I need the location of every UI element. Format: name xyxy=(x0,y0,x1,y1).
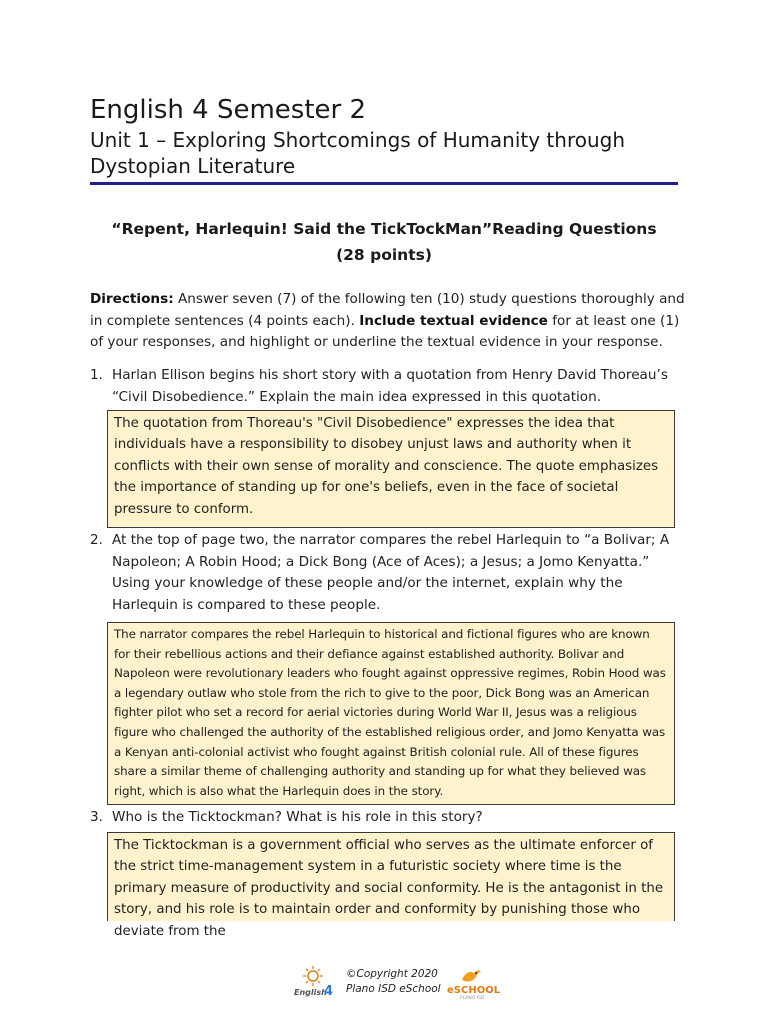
question-number: 3. xyxy=(90,809,103,825)
english4-logo-icon xyxy=(302,965,324,987)
answer-box-2[interactable]: The narrator compares the rebel Harlequin to historical and fictional figures who are known for their rebellious actions and their defiance against established authority. Bolivar and Napoleon were revolutionary leaders who fought against oppressive regimes, Robin Hood was a legendary outlaw who stole from the rich to give to the poor, Dick Bong was an American fighter pilot who set a record for aerial victories during World War II, Jesus was a religious figure who challenged the authority of the established religious order, and Jomo Kenyatta was a Kenyan anti-colonial activist who fought against British colonial rule. All of these figures share a similar theme of challenging authority and standing up for what they believed was right, which is also what the Harlequin does in the story. xyxy=(107,622,675,805)
unit-title-line-2: Dystopian Literature xyxy=(90,154,296,178)
copyright-line-1: ©Copyright 2020 xyxy=(346,968,438,980)
english-logo-word: English xyxy=(294,988,327,997)
footer xyxy=(290,963,501,1003)
unit-title xyxy=(90,127,690,179)
copyright-line-2: Plano ISD eSchool xyxy=(346,983,441,995)
eschool-logo-subtitle: PLANO ISD xyxy=(460,996,485,1001)
question-text: At the top of page two, the narrator compares the rebel Harlequin to “a Bolivar; A Napoleon; A Robin Hood; a Dick Bong (Ace of Aces); a Jesus; a Jomo Kenyatta.” Using your knowledge of these people and/or the internet, explain why the Harlequin is compared to these people. xyxy=(112,532,670,613)
question-text: Who is the Ticktockman? What is his role in this story? xyxy=(112,809,483,825)
eschool-bird-icon xyxy=(460,967,482,985)
eschool-logo xyxy=(447,985,500,996)
question-2 xyxy=(0,530,768,618)
header-divider xyxy=(90,182,678,185)
document-title-line-1: “Repent, Harlequin! Said the TickTockMan”Reading Questions xyxy=(111,220,657,238)
directions-text-1: Answer seven (7) of the following ten (10) study questions thoroughly and in complete sentences (4 points each). xyxy=(90,291,685,329)
english-logo-number: 4 xyxy=(324,984,334,999)
question-number: 2. xyxy=(90,532,103,548)
document-title xyxy=(90,216,678,268)
unit-title-line-1: Unit 1 – Exploring Shortcomings of Humanity through xyxy=(90,128,626,152)
directions-emphasis: Include textual evidence xyxy=(359,312,548,329)
copyright-notice xyxy=(346,967,441,997)
course-title: English 4 Semester 2 xyxy=(90,95,367,125)
question-number: 1. xyxy=(90,367,103,383)
question-1 xyxy=(0,365,768,409)
directions-label: Directions: xyxy=(90,291,174,307)
question-text: Harlan Ellison begins his short story with a quotation from Henry David Thoreau’s “Civil Disobedience.” Explain the main idea expressed in this quotation. xyxy=(112,367,668,405)
question-3 xyxy=(0,807,768,829)
eschool-logo-word: SCHOOL xyxy=(453,985,501,996)
document-title-points: (28 points) xyxy=(336,246,432,264)
directions-text-2: for at least one (1) of your responses, and highlight or underline the textual evidence in your response. xyxy=(90,312,680,350)
answer-box-1[interactable]: The quotation from Thoreau's "Civil Disobedience" expresses the idea that individuals have a responsibility to disobey unjust laws and authority when it conflicts with their own sense of morality and conscience. The quote emphasizes the importance of standing up for one's beliefs, even in the face of societal pressure to conform. xyxy=(107,410,675,528)
directions-paragraph xyxy=(90,289,690,354)
answer-box-3[interactable]: The Ticktockman is a government official who serves as the ultimate enforcer of the strict time-management system in a futuristic society where time is the primary measure of productivity and social conformity. He is the antagonist in the story, and his role is to maintain order and conformity by punishing those who deviate from the xyxy=(107,832,675,921)
eschool-logo-prefix: e xyxy=(447,985,454,996)
